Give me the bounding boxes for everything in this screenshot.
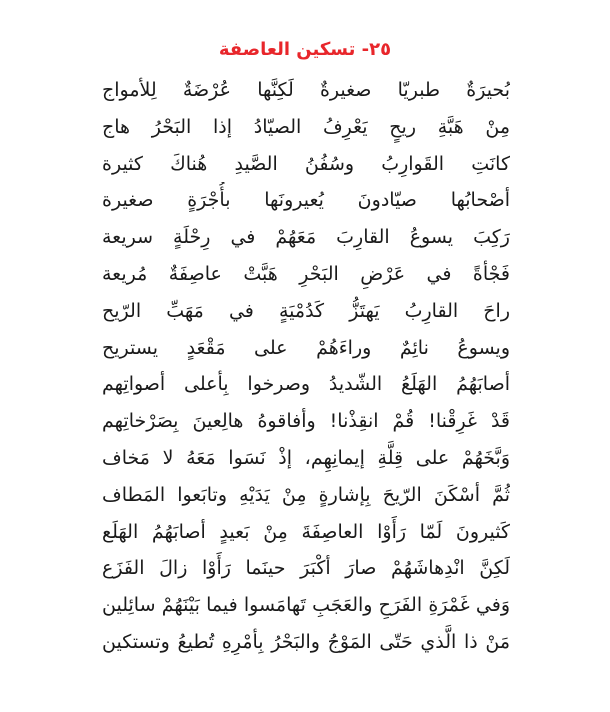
verse-line: فَجْأةً في عَرْضِ البَحْرِ هَبَّتْ عاصِفَةٌ مُريعة [102, 262, 510, 285]
verse-line: كَثيرونَ لَمّا رَأَوْا العاصِفَةَ مِنْ بَعيدٍ أصابَهُمُ الهَلَع [102, 520, 510, 543]
verse-line: مِنْ هَبَّةِ ريحٍ يَعْرِفُ الصيّادُ إذا البَحْرُ هاج [102, 115, 510, 138]
verse-line: لَكِنَّ انْدِهاشَهُمْ صارَ أكْبَرَ حينَما رَأَوْا زالَ الفَزَع [102, 557, 510, 580]
verse-line: أصابَهُمُ الهَلَعُ الشّديدُ وصرخوا بِأعلى أصواتِهم [102, 373, 510, 396]
verse-line: راحَ القارِبُ يَهتَزُّ كَدُمْيَةٍ في مَهَبِّ الرّيح [102, 299, 510, 322]
hymn-title: ٢٥- تسكين العاصفة [218, 39, 392, 60]
verse-line: بُحيرَةٌ طبريّا صغيرةٌ لَكِنَّها عُرْضَةٌ لِلأمواج [102, 79, 510, 101]
verse-line: رَكِبَ يسوعُ القارِبَ مَعَهُمْ في رِحْلَةٍ سريعة [102, 226, 510, 249]
verse-line: ثُمَّ أسْكَنَ الرّيحَ بِإشارةٍ مِنْ يَدَيْهِ وتابَعوا المَطاف [102, 483, 510, 506]
hymn-verses [102, 72, 510, 661]
verse-line: كانَتِ القَوارِبُ وسُفُنُ الصَّيدِ هُناكَ كثيرة [102, 152, 510, 175]
verse-line: قَدْ غَرِقْنا! قُمْ انقِذْنا! وأفاقوهُ هالِعينَ بِصَرْخاتِهم [102, 410, 510, 433]
verse-line: وَفي غَمْرَةِ الفَرَحِ والعَجَبِ تَهامَسوا فيما بَيْنَهُمْ سائِلين [102, 594, 510, 617]
verse-line: أصْحابُها صيّادونَ يُعيرونَها بأُجْرَةٍ صغيرة [102, 189, 510, 212]
verse-line: ويسوعُ نائِمٌ وراءَهُمْ على مَقْعَدٍ يستريح [102, 336, 510, 359]
verse-line: وَبَّخَهُمْ على قِلَّةِ إيمانِهِم، إذْ نَسَوا مَعَهُ لا مَخاف [102, 446, 510, 469]
verse-line: مَنْ ذا الَّذي حَتّى المَوْجُ والبَحْرُ بِأمْرِهِ تُطيعُ وتستكين [102, 630, 510, 653]
